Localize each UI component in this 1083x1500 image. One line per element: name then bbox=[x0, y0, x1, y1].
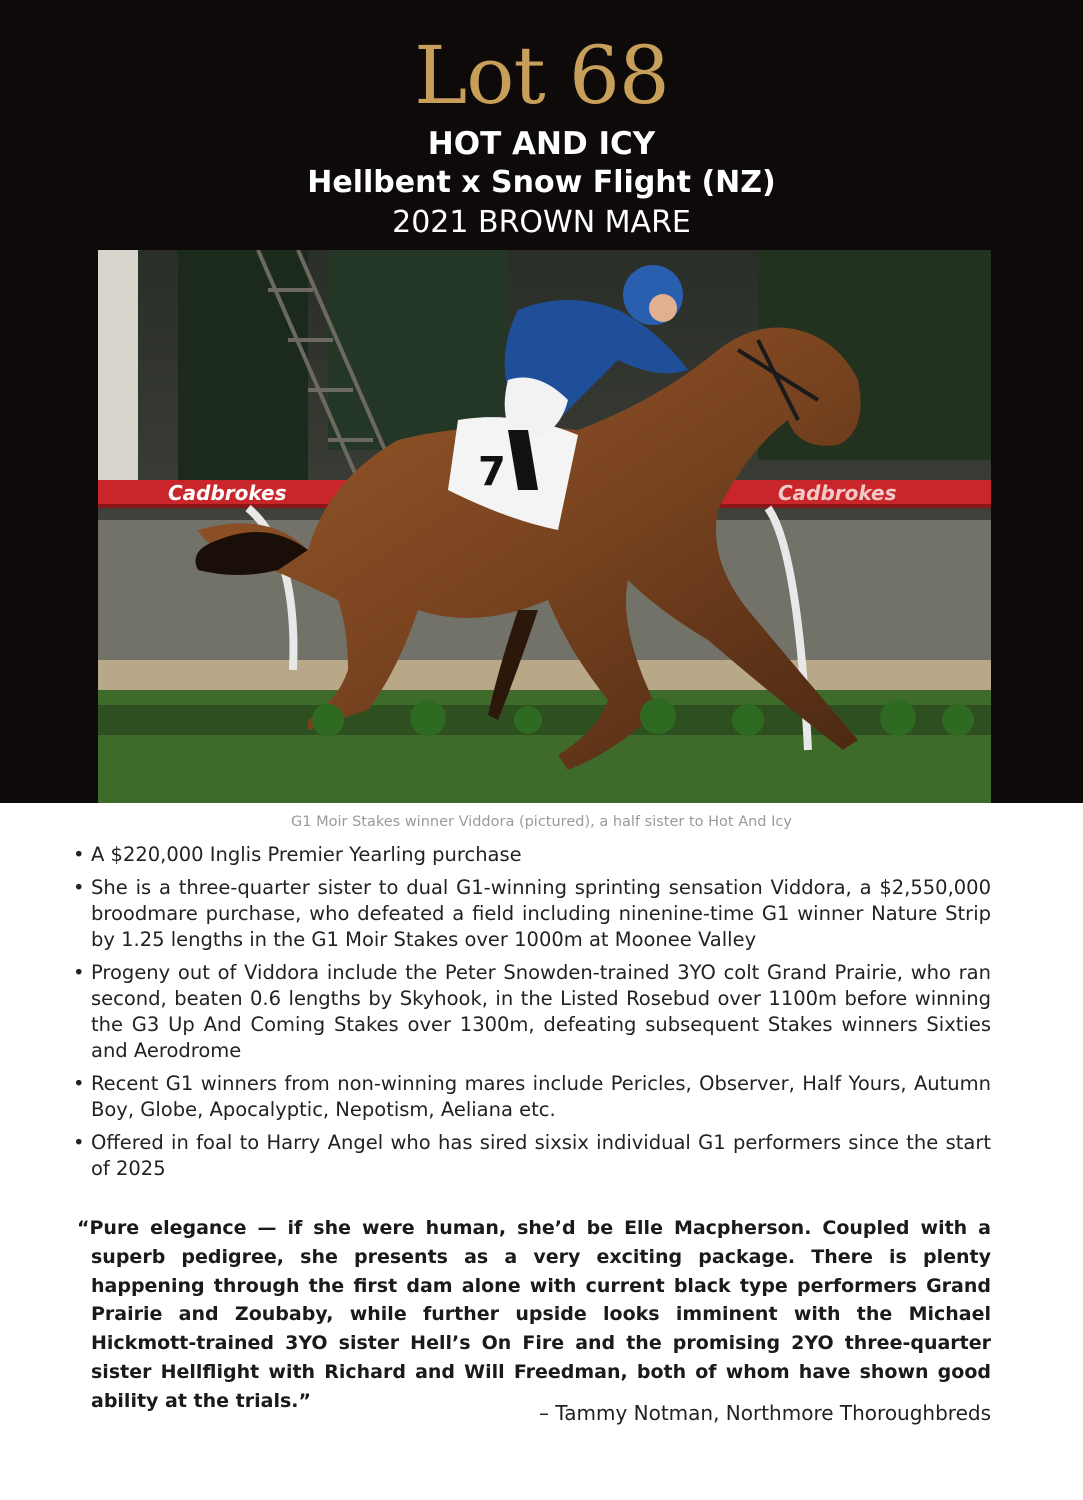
lot-number: Lot 68 bbox=[414, 29, 669, 122]
list-item: • She is a three-quarter sister to dual G1-winning sprinting sensation Viddora, a $2,550,000 broodmare purchase, who defeated a field including ninenine-time G1 winner Nature Strip by 1.25 lengths in the G1 Moir Stakes over 1000m at Moonee Valley bbox=[73, 876, 991, 951]
list-item-text: Recent G1 winners from non-winning mares include Pericles, Observer, Half Yours, Autumn Boy, Globe, Apocalyptic, Nepotism, Aeliana etc. bbox=[91, 1072, 991, 1121]
list-item-text: A $220,000 Inglis Premier Yearling purchase bbox=[91, 843, 522, 866]
list-item: • Recent G1 winners from non-winning mares include Pericles, Observer, Half Yours, Autumn Boy, Globe, Apocalyptic, Nepotism, Aeliana etc. bbox=[73, 1072, 991, 1121]
list-item: • Offered in foal to Harry Angel who has sired sixsix individual G1 performers since the start of 2025 bbox=[73, 1131, 991, 1180]
svg-text:Cadbrokes: Cadbrokes bbox=[778, 481, 897, 505]
testimonial-quote: “Pure elegance — if she were human, she’d be Elle Macpherson. Coupled with a superb pedigree, she presents as a very exciting package. There is plenty happening through the first dam alone with current black type performers Grand Prairie and Zoubaby, while further upside looks imminent with the Michael Hickmott-trained 3YO sister Hell’s On Fire and the promising 2YO three-quarter sister Hellflight with Richard and Will Freedman, both of whom have shown good ability at the trials.” bbox=[77, 1217, 991, 1412]
list-item-text: Offered in foal to Harry Angel who has sired sixsix individual G1 performers since the start of 2025 bbox=[91, 1131, 991, 1180]
photo-caption: G1 Moir Stakes winner Viddora (pictured), a half sister to Hot And Icy bbox=[291, 814, 792, 830]
highlights-list bbox=[70, 842, 991, 1189]
svg-text:7: 7 bbox=[478, 449, 506, 495]
horse-name: HOT AND ICY bbox=[427, 126, 656, 162]
pedigree: Hellbent x Snow Flight (NZ) bbox=[307, 165, 776, 200]
horse-description: 2021 BROWN MARE bbox=[392, 205, 691, 240]
list-item: • A $220,000 Inglis Premier Yearling purchase bbox=[73, 843, 522, 866]
quote-attribution: – Tammy Notman, Northmore Thoroughbreds bbox=[538, 1401, 991, 1425]
list-item: • Progeny out of Viddora include the Peter Snowden-trained 3YO colt Grand Prairie, who ran second, beaten 0.6 lengths by Skyhook, in the Listed Rosebud over 1100m before winning the G3 Up And Coming Stakes over 1300m, defeating subsequent Stakes winners Sixties and Aerodrome bbox=[73, 961, 991, 1062]
svg-text:Cadbrokes: Cadbrokes bbox=[168, 481, 287, 505]
race-photo bbox=[98, 250, 991, 803]
list-item-text: Progeny out of Viddora include the Peter Snowden-trained 3YO colt Grand Prairie, who ran second, beaten 0.6 lengths by Skyhook, in the Listed Rosebud over 1100m before winning the G3 Up And Coming Stakes over 1300m, defeating subsequent Stakes winners Sixties and Aerodrome bbox=[91, 961, 991, 1062]
list-item-text: She is a three-quarter sister to dual G1-winning sprinting sensation Viddora, a $2,550,000 broodmare purchase, who defeated a field including ninenine-time G1 winner Nature Strip by 1.25 lengths in the G1 Moir Stakes over 1000m at Moonee Valley bbox=[91, 876, 991, 951]
